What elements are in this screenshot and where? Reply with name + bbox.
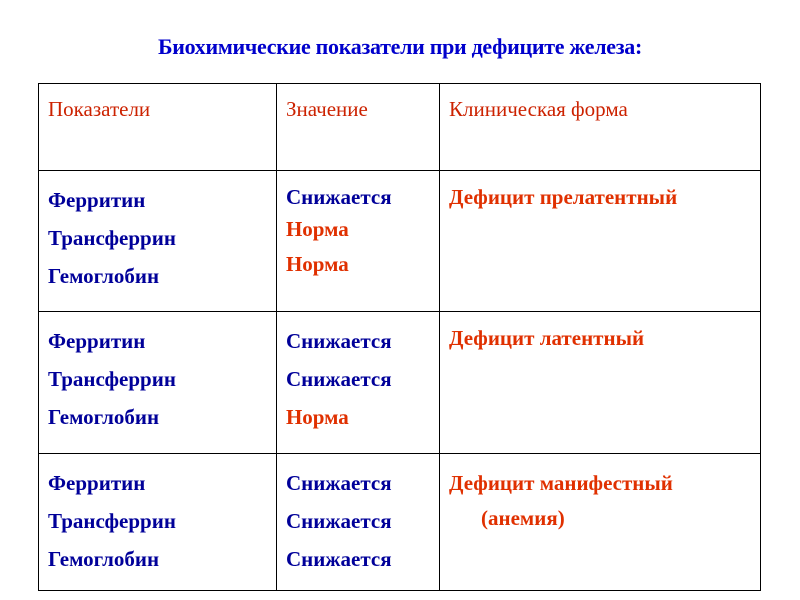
value-ferritin: Снижается [285,329,392,353]
header-value-label: Значение [285,97,368,121]
indicators-cell [39,312,277,454]
clinical-form-label: Дефицит манифестный [449,471,673,495]
header-indicators-label: Показатели [48,97,151,121]
value-ferritin: Снижается [285,471,392,495]
value-transferrin: Норма [285,217,349,241]
clinical-form-label: Дефицит латентный [449,326,645,350]
clinical-form-label: Дефицит прелатентный [449,185,678,209]
indicators-cell [39,171,277,312]
values-cell [276,454,439,591]
page-title: Биохимические показатели при дефиците железа: [158,34,642,59]
indicator-transferrin: Трансферрин [48,509,176,533]
table-row [39,171,761,312]
value-transferrin: Снижается [285,367,392,391]
header-cell-indicators [39,84,277,171]
indicator-ferritin: Ферритин [48,329,146,353]
clinical-form-cell [440,454,761,591]
header-cell-clinical-form [440,84,761,171]
indicator-transferrin: Трансферрин [48,226,176,250]
table-row [39,454,761,591]
indicator-ferritin: Ферритин [48,188,146,212]
indicator-hemoglobin: Гемоглобин [48,264,160,288]
clinical-form-cell [440,312,761,454]
values-cell [276,171,439,312]
value-transferrin: Снижается [285,509,392,533]
header-cell-value [276,84,439,171]
value-hemoglobin: Норма [285,405,349,429]
indicator-hemoglobin: Гемоглобин [48,405,160,429]
value-ferritin: Снижается [285,185,392,209]
indicator-hemoglobin: Гемоглобин [48,547,160,571]
indicators-cell [39,454,277,591]
header-clinical-form-label: Клиническая форма [449,97,628,121]
table-row [39,312,761,454]
values-cell [276,312,439,454]
iron-deficiency-table [38,83,761,591]
indicator-transferrin: Трансферрин [48,367,176,391]
clinical-form-cell [440,171,761,312]
value-hemoglobin: Снижается [285,547,392,571]
value-hemoglobin: Норма [285,252,349,276]
indicator-ferritin: Ферритин [48,471,146,495]
table-header-row [39,84,761,171]
clinical-form-note: (анемия) [481,506,565,530]
